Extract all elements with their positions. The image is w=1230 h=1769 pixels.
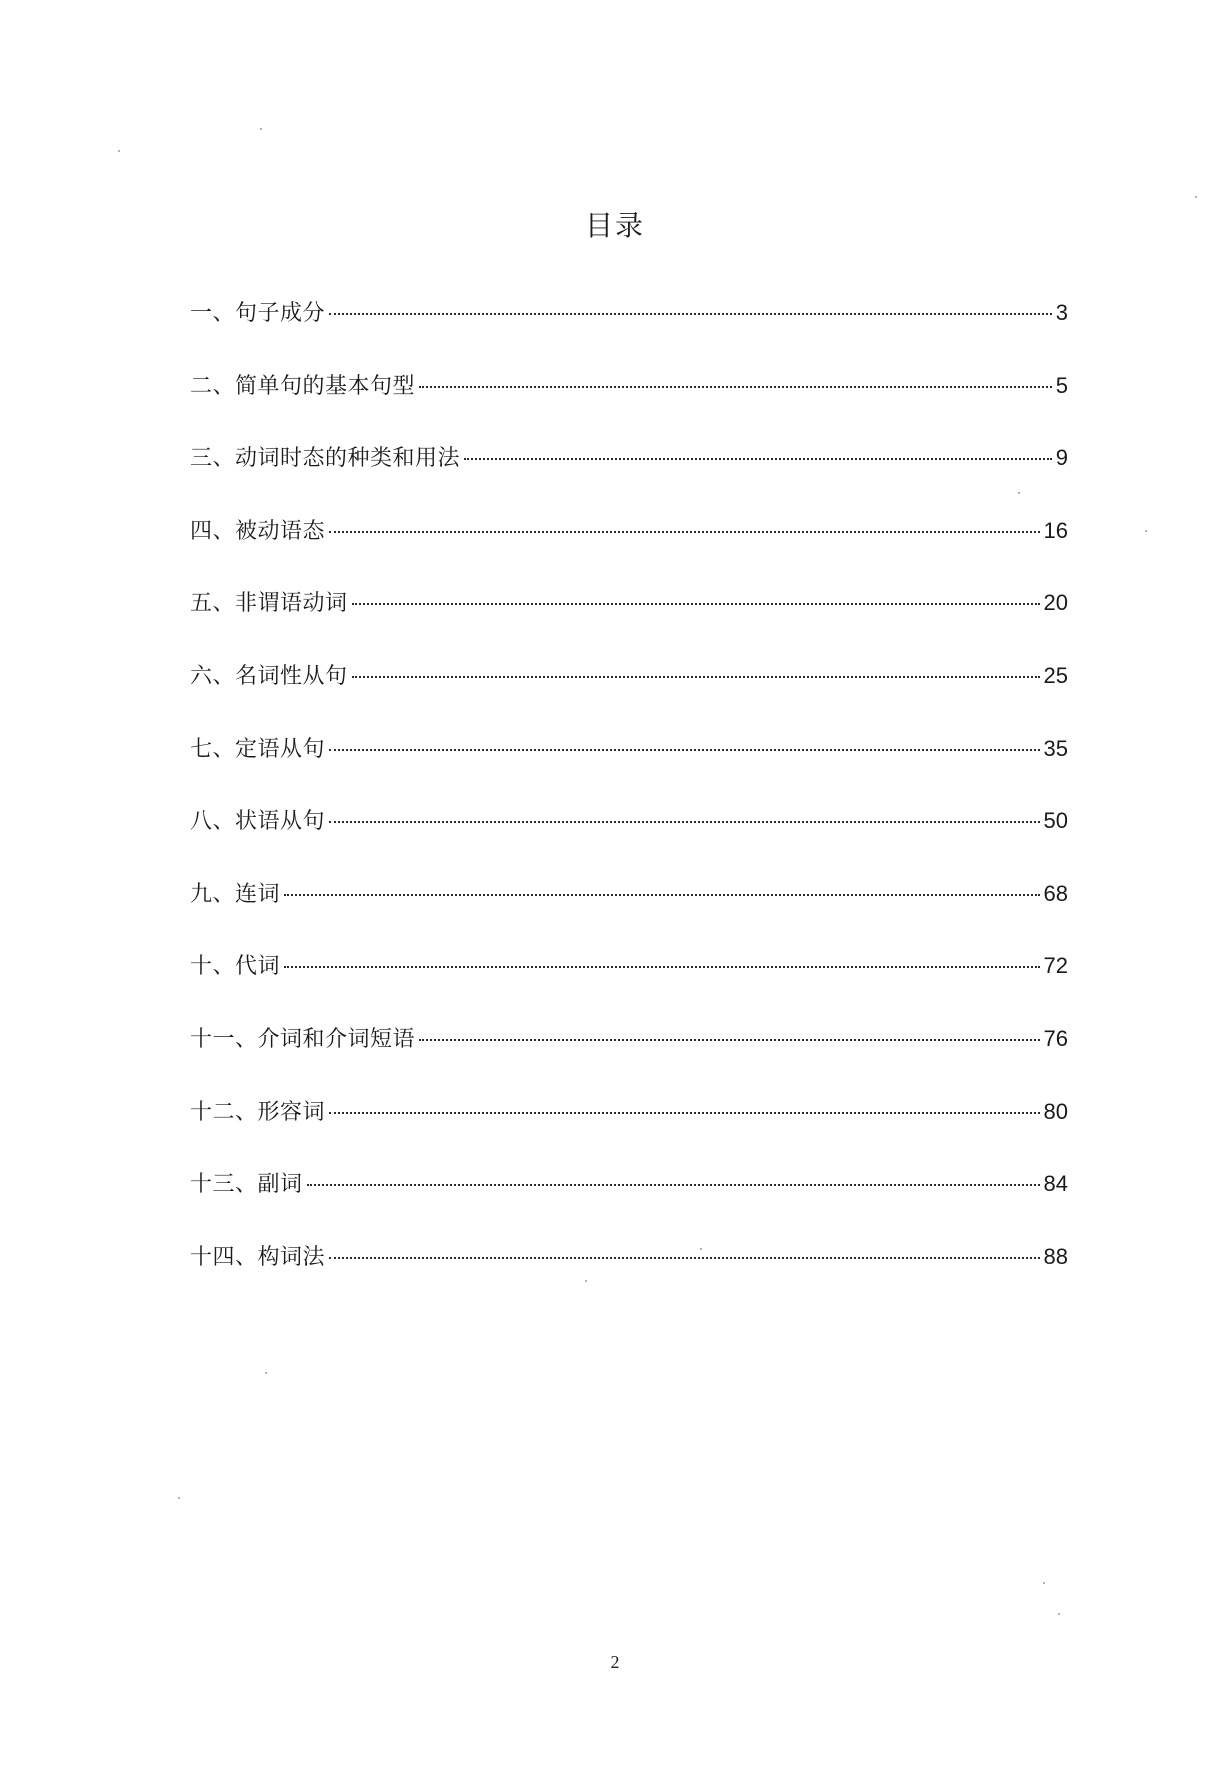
toc-entry-page: 80 — [1043, 1098, 1068, 1124]
toc-entry-10[interactable] — [190, 949, 1068, 1022]
toc-entry-label: 十二、形容词 — [190, 1099, 326, 1125]
dot-leader — [284, 894, 1040, 896]
dot-leader — [329, 313, 1052, 315]
dot-leader — [329, 821, 1040, 823]
scan-speck — [1043, 1582, 1045, 1584]
toc-entry-label: 十三、副词 — [190, 1172, 303, 1198]
toc-entry-label: 十四、构词法 — [190, 1244, 326, 1270]
dot-leader — [284, 966, 1040, 968]
toc-entry-page: 20 — [1043, 590, 1068, 616]
toc-entry-page: 3 — [1055, 300, 1068, 325]
toc-entry-page: 68 — [1043, 880, 1068, 906]
scan-speck — [1145, 530, 1147, 532]
toc-entry-4[interactable] — [190, 514, 1068, 587]
toc-entry-label: 五、非谓语动词 — [190, 591, 348, 617]
toc-entry-page: 35 — [1043, 735, 1068, 761]
dot-leader — [352, 603, 1040, 605]
toc-entry-1[interactable] — [190, 296, 1068, 369]
page-title: 目录 — [584, 209, 645, 242]
scan-speck — [1195, 196, 1197, 198]
toc-entry-label: 六、名词性从句 — [190, 663, 348, 689]
toc-entry-page: 5 — [1055, 372, 1068, 398]
toc-entry-9[interactable] — [190, 877, 1068, 950]
dot-leader — [352, 676, 1040, 678]
dot-leader — [329, 531, 1040, 533]
toc-entry-label: 八、状语从句 — [190, 809, 326, 835]
toc-entry-page: 72 — [1043, 953, 1068, 979]
toc-entry-2[interactable] — [190, 369, 1068, 442]
toc-entry-label: 二、简单句的基本句型 — [190, 373, 416, 399]
scan-speck — [260, 128, 262, 130]
toc-entry-page: 88 — [1043, 1243, 1068, 1269]
dot-leader — [419, 1039, 1040, 1041]
toc-entry-12[interactable] — [190, 1095, 1068, 1168]
dot-leader — [464, 458, 1052, 460]
toc-entry-14[interactable] — [190, 1240, 1068, 1313]
toc-entry-7[interactable] — [190, 732, 1068, 805]
scan-speck — [700, 1248, 702, 1250]
dot-leader — [329, 1257, 1040, 1259]
dot-leader — [419, 386, 1052, 388]
toc-entry-label: 七、定语从句 — [190, 736, 326, 762]
toc-entry-page: 16 — [1043, 517, 1068, 543]
scan-speck — [178, 1497, 180, 1499]
toc-entry-label: 十一、介词和介词短语 — [190, 1026, 416, 1052]
scan-speck — [1058, 1613, 1060, 1615]
toc-entry-label: 一、句子成分 — [190, 301, 326, 326]
toc-entry-label: 十、代词 — [190, 954, 281, 980]
toc-entry-13[interactable] — [190, 1167, 1068, 1240]
toc-entry-page: 9 — [1055, 445, 1068, 471]
page-number: 2 — [610, 1652, 620, 1672]
scan-speck — [585, 1280, 587, 1282]
toc-entry-5[interactable] — [190, 586, 1068, 659]
toc-entry-3[interactable] — [190, 441, 1068, 514]
toc-entry-page: 25 — [1043, 662, 1068, 688]
table-of-contents — [190, 296, 1068, 1312]
toc-entry-page: 76 — [1043, 1025, 1068, 1051]
dot-leader — [307, 1184, 1040, 1186]
toc-entry-label: 三、动词时态的种类和用法 — [190, 446, 461, 472]
toc-entry-page: 50 — [1043, 808, 1068, 834]
toc-entry-6[interactable] — [190, 659, 1068, 732]
toc-entry-label: 四、被动语态 — [190, 518, 326, 544]
scan-speck — [265, 1372, 267, 1374]
toc-entry-page: 84 — [1043, 1171, 1068, 1197]
toc-entry-label: 九、连词 — [190, 881, 281, 907]
scan-speck — [1018, 492, 1020, 494]
dot-leader — [329, 1112, 1040, 1114]
toc-entry-8[interactable] — [190, 804, 1068, 877]
toc-entry-11[interactable] — [190, 1022, 1068, 1095]
scan-speck — [118, 150, 120, 152]
dot-leader — [329, 749, 1040, 751]
